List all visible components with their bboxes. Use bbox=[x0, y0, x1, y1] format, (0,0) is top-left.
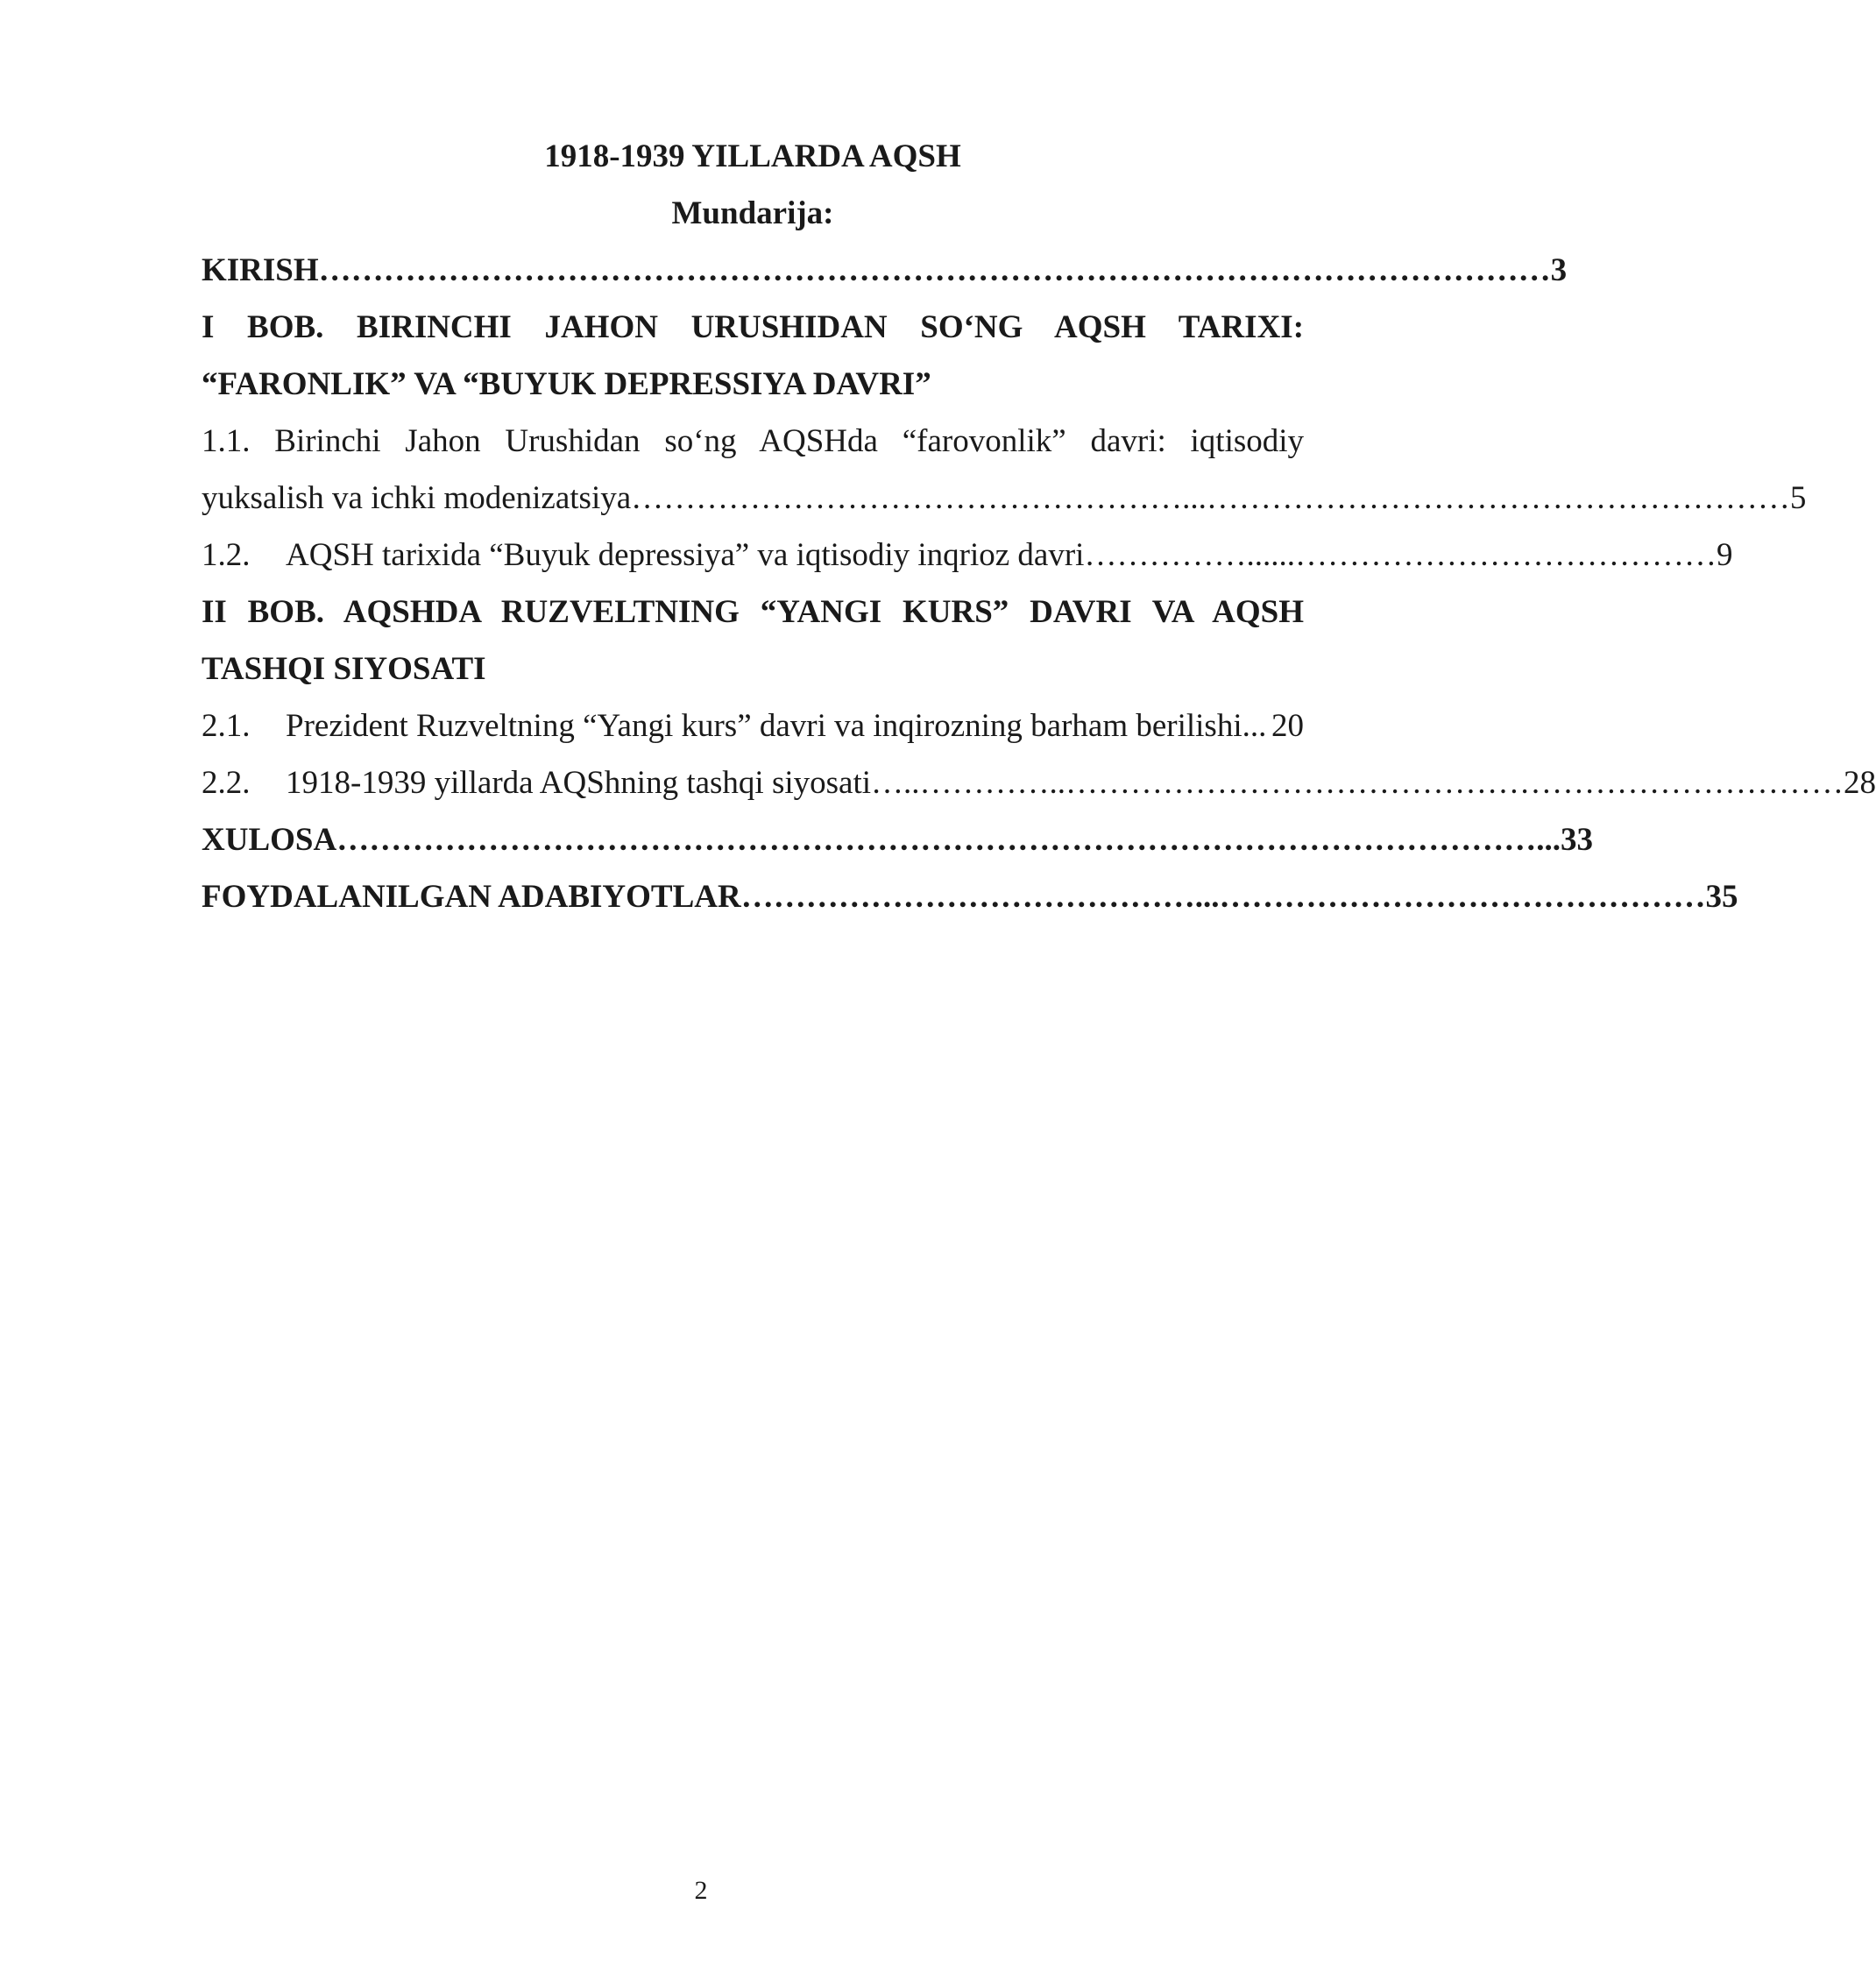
toc-entry-section-2-2[interactable] bbox=[202, 754, 1876, 811]
section-title-word: Birinchi bbox=[274, 423, 381, 459]
section-title-word: AQSHda bbox=[759, 423, 878, 459]
toc-entry-label: KIRISH bbox=[202, 252, 319, 288]
toc-entry-chapter-1[interactable] bbox=[202, 299, 1304, 356]
chapter-title-word: I bbox=[202, 309, 215, 345]
toc-entry-section-2-1[interactable] bbox=[202, 697, 1304, 754]
chapter-title-word: BIRINCHI bbox=[357, 309, 512, 345]
dot-leader: …..…………..……………………………………………………………… bbox=[871, 765, 1844, 801]
chapter-title-word: DAVRI bbox=[1030, 594, 1132, 630]
toc-entry-section-1-1-continued[interactable] bbox=[202, 470, 1807, 527]
section-title-word: Urushidan bbox=[505, 423, 641, 459]
section-number: 2.2. bbox=[202, 765, 251, 801]
chapter-title-word: II bbox=[202, 594, 227, 630]
toc-entry-label: Prezident Ruzveltning “Yangi kurs” davri va inqirozning barham berilishi... bbox=[286, 708, 1267, 744]
chapter-title-word: JAHON bbox=[544, 309, 658, 345]
chapter-title-word: VA bbox=[1151, 594, 1193, 630]
toc-entry-page: 3 bbox=[1550, 252, 1568, 288]
chapter-title-word: BOB. bbox=[247, 309, 324, 345]
section-title-word: “farovonlik” bbox=[902, 423, 1066, 459]
toc-entry-chapter-2[interactable] bbox=[202, 584, 1304, 641]
document-title: 1918-1939 YILLARDA AQSH bbox=[544, 138, 961, 174]
section-title-word: so‘ng bbox=[664, 423, 737, 459]
page-number: 2 bbox=[694, 1876, 708, 1905]
chapter-title-word: BOB. bbox=[247, 594, 324, 630]
toc-entry-page: 33 bbox=[1560, 822, 1593, 858]
toc-entry-label: FOYDALANILGAN ADABIYOTLAR bbox=[202, 879, 741, 915]
dot-leader: ……………………………………………...……………………………………………… bbox=[631, 480, 1790, 516]
section-title-word: Jahon bbox=[405, 423, 481, 459]
toc-entry-conclusion[interactable] bbox=[202, 811, 1593, 868]
toc-entry-chapter-2-continued[interactable] bbox=[202, 641, 1304, 697]
chapter-title-word: AQSHDA bbox=[343, 594, 481, 630]
chapter-title-word: RUZVELTNING bbox=[500, 594, 740, 630]
dot-leader: …………………………………………………………………………………………………... bbox=[336, 822, 1561, 858]
dot-leader: ……………………………………...……………………………………… bbox=[740, 879, 1706, 915]
dot-leader: …………………………………………………………………………………………………… bbox=[318, 252, 1551, 288]
chapter-title-word: KURS” bbox=[902, 594, 1009, 630]
section-number: 1.2. bbox=[202, 537, 251, 573]
section-title-word: iqtisodiy bbox=[1190, 423, 1305, 459]
toc-entry-chapter-1-continued[interactable] bbox=[202, 356, 1304, 413]
chapter-title-line: “FARONLIK” VA “BUYUK DEPRESSIYA DAVRI” bbox=[202, 366, 931, 402]
dot-leader: ……………......………………………………… bbox=[1084, 537, 1717, 573]
toc-entry-page: 5 bbox=[1789, 480, 1807, 516]
toc-entry-intro[interactable] bbox=[202, 242, 1568, 299]
chapter-title-word: AQSH bbox=[1054, 309, 1146, 345]
section-number: 2.1. bbox=[202, 708, 251, 744]
section-title-word: davri: bbox=[1090, 423, 1166, 459]
chapter-title-word: TARIXI: bbox=[1178, 309, 1305, 345]
toc-entry-label: XULOSA bbox=[202, 822, 337, 858]
toc-entry-page: 28 bbox=[1844, 765, 1876, 801]
chapter-title-line: TASHQI SIYOSATI bbox=[202, 651, 486, 687]
chapter-title-word: AQSH bbox=[1212, 594, 1305, 630]
chapter-title-word: SO‘NG bbox=[920, 309, 1023, 345]
chapter-title-word: “YANGI bbox=[760, 594, 882, 630]
toc-entry-references[interactable] bbox=[202, 868, 1738, 925]
section-number: 1.1. bbox=[202, 423, 251, 459]
toc-heading: Mundarija: bbox=[671, 195, 834, 231]
toc-entry-label: 1918-1939 yillarda AQShning tashqi siyosati bbox=[286, 765, 872, 801]
toc-entry-page: 9 bbox=[1716, 537, 1733, 573]
toc-entry-label: yuksalish va ichki modenizatsiya bbox=[202, 480, 632, 516]
document-content bbox=[202, 128, 1876, 925]
toc-entry-page: 20 bbox=[1271, 708, 1304, 744]
chapter-title-word: URUSHIDAN bbox=[690, 309, 888, 345]
toc-entry-page: 35 bbox=[1705, 879, 1738, 915]
toc-entry-section-1-2[interactable] bbox=[202, 527, 1733, 584]
toc-entry-section-1-1[interactable] bbox=[202, 413, 1304, 470]
toc-entry-label: AQSH tarixida “Buyuk depressiya” va iqtisodiy inqrioz davri bbox=[286, 537, 1085, 573]
